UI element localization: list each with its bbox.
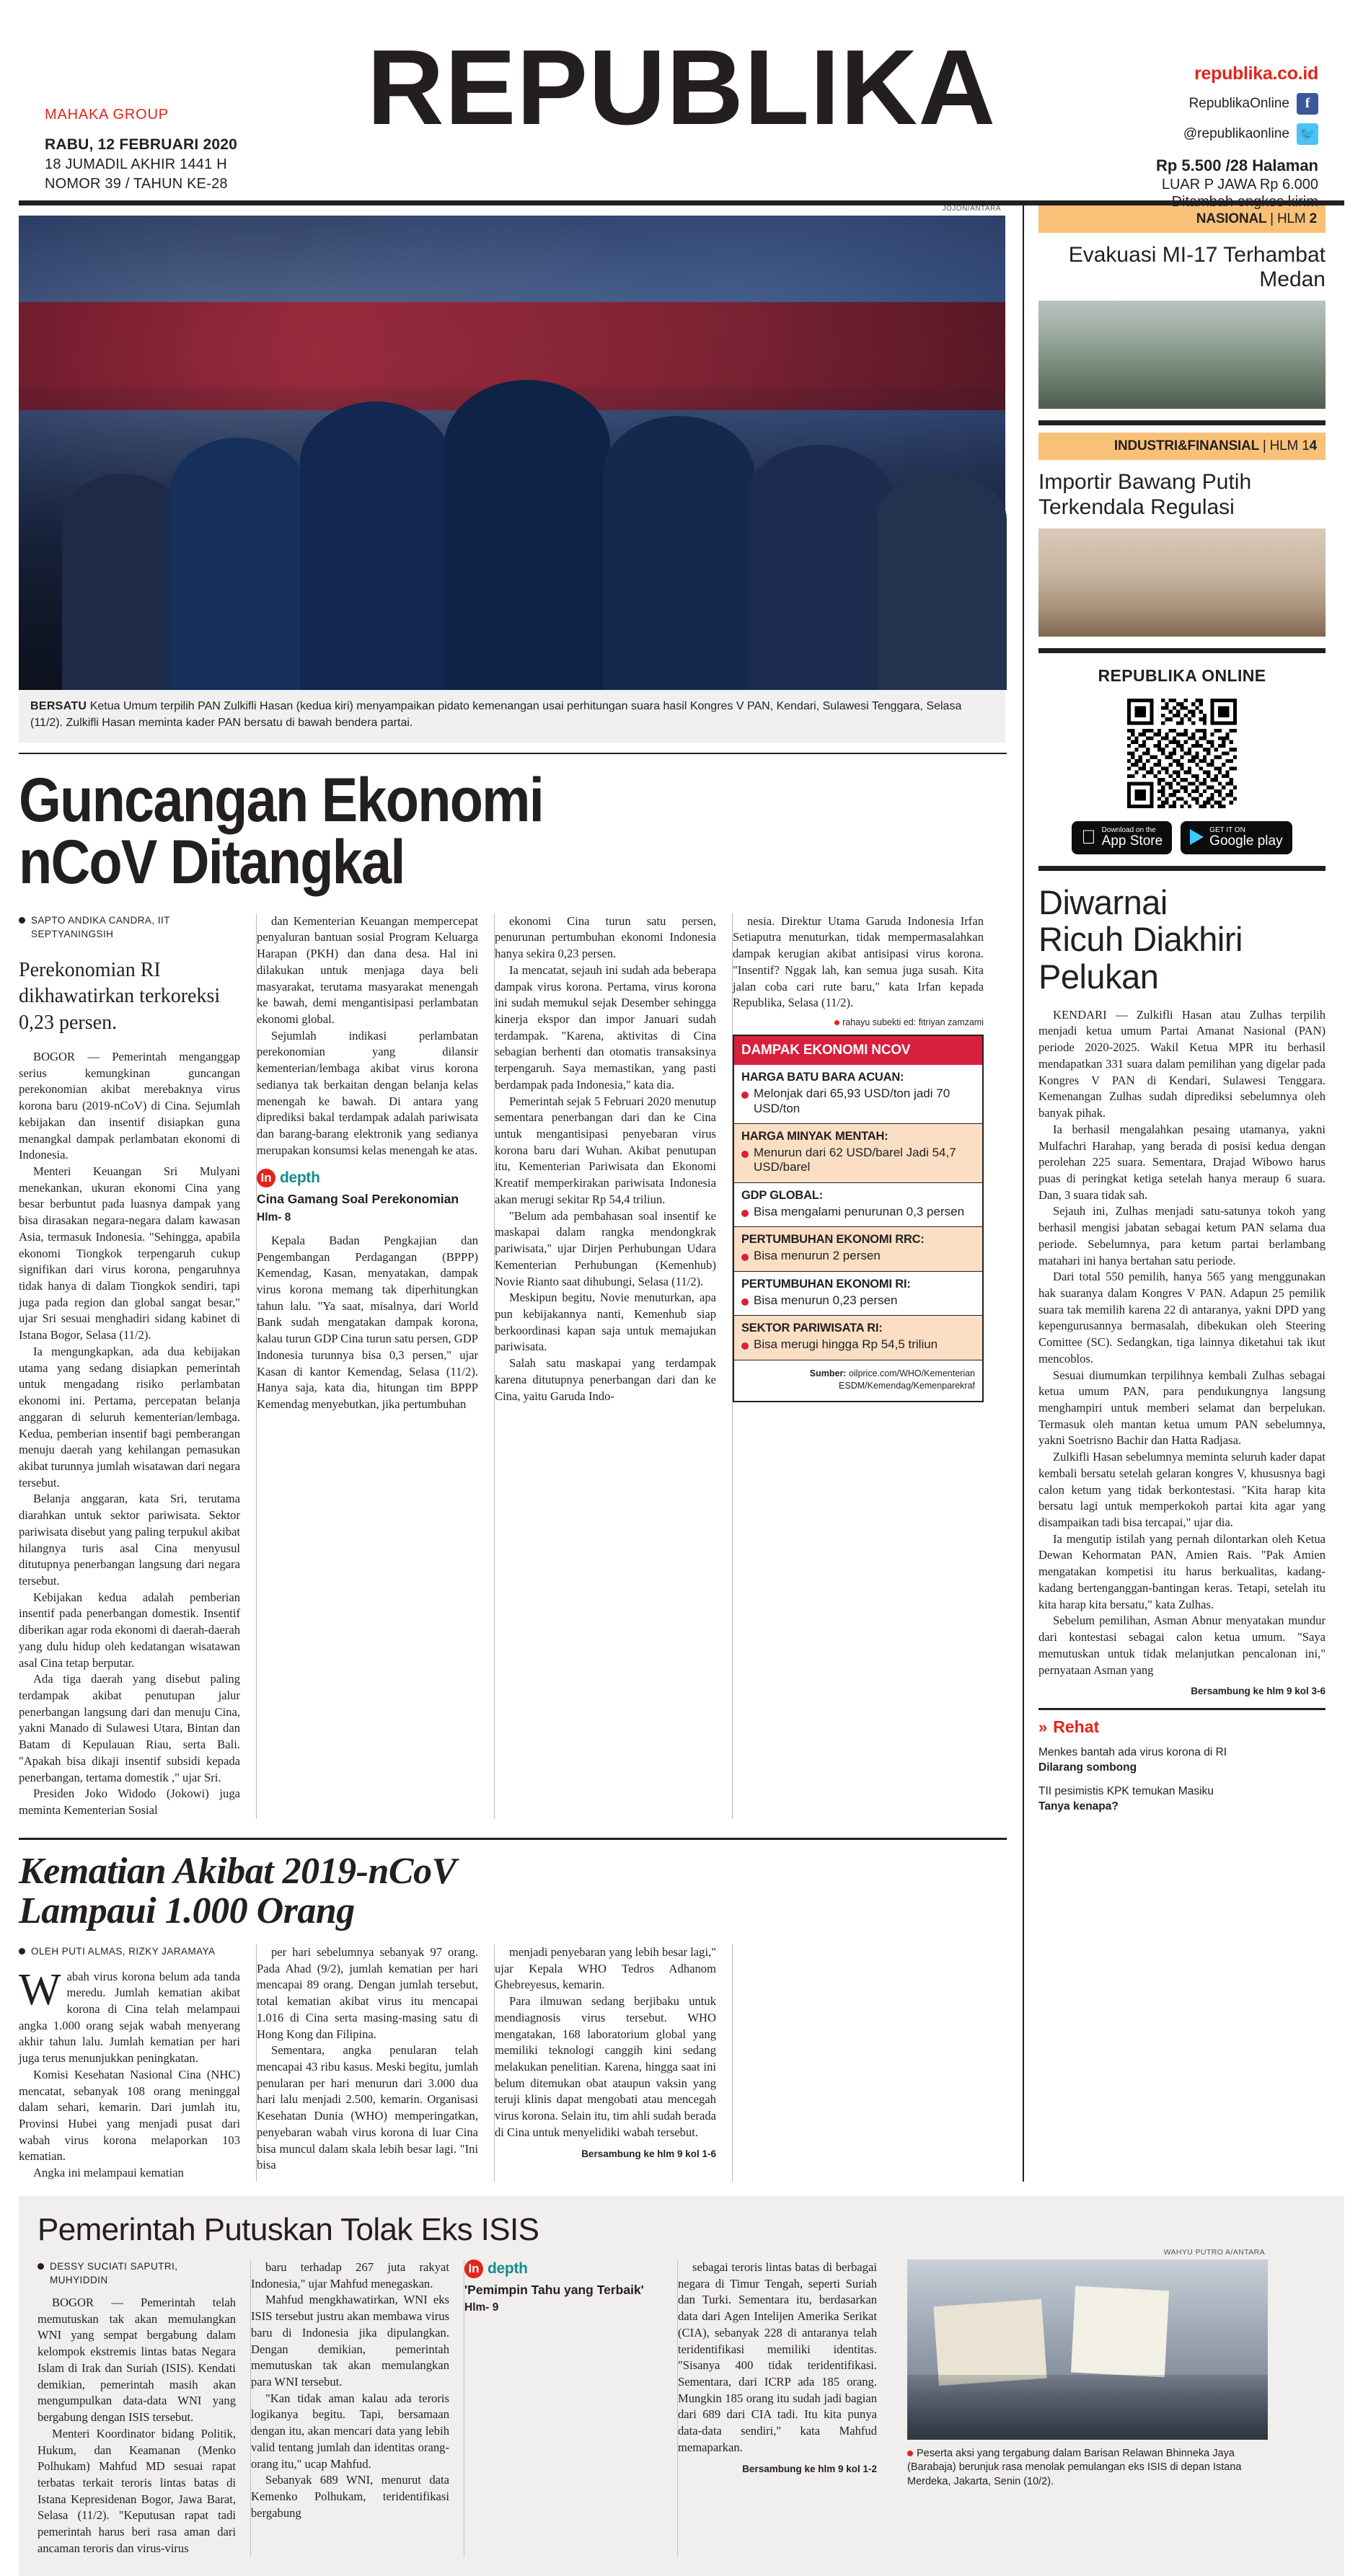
body-paragraph: BOGOR — Pemerintah telah memutuskan tak akan memulangkan WNI yang sempat bergabung dalam kelompok ekstremis lintas batas Negara Islam di Irak dan Suriah (ISIS). Kendati demikian, pemerintah masih akan mengumpulkan data-data WNI yang bergabung dengan ISIS tersebut.: [38, 2296, 236, 2425]
infobox-row-item: [741, 1205, 975, 1219]
sidebar-divider-2: [1038, 648, 1325, 653]
rehat-header: [1038, 1708, 1325, 1737]
indepth-page-ref: Hlm- 8: [257, 1210, 291, 1223]
price-label: Rp 5.500 /28 Halaman: [1155, 156, 1318, 174]
sidebar-divider-1: [1038, 420, 1325, 425]
body-paragraph: Sejumlah indikasi perlambatan perekonomian yang dilansir kementerian/lembaga akibat virus korona sedianya tak berkaitan dengan belanja kelas menengah ke bawah. Di antara yang diprediksi bakal terdampak adalah pariwisata dan barang-barang elektronik yang sedianya merupakan konsumsi kelas menengah ke atas.: [257, 1028, 478, 1157]
rehat-item-text: Menkes bantah ada virus korona di RI: [1038, 1746, 1227, 1759]
bullet-icon: [741, 1092, 749, 1099]
sidebar-section-industri[interactable]: [1038, 433, 1325, 460]
bullet-icon: [741, 1210, 749, 1217]
second-column-1: [19, 1944, 257, 2182]
second-column-2: [257, 1944, 495, 2182]
rehat-item: [1038, 1784, 1325, 1815]
infobox-row-item: [741, 1086, 975, 1116]
bullet-icon: [741, 1151, 749, 1158]
headline-line-2: nCoV Ditangkal: [19, 827, 405, 897]
indepth-title: Cina Gamang Soal Perekonomian: [257, 1192, 459, 1207]
infobox-source: [734, 1360, 982, 1401]
app-store-small-text: Download on the: [1094, 826, 1149, 834]
second-story-columns: [19, 1944, 1007, 2182]
indepth-title: 'Pemimpin Tahu yang Terbaik': [464, 2282, 644, 2297]
hijri-date: 18 JUMADIL AKHIR 1441 H: [45, 156, 227, 172]
band-column-4: [678, 2259, 891, 2557]
body-paragraph: "Kan tidak aman kalau ada teroris logikanya begitu. Tapi, bersamaan dengan itu, akan mencari data yang lebih valid tentang jumlah dan identitas orang-orang itu," ucap Mahfud.: [251, 2391, 449, 2471]
band-photo-credit: WAHYU PUTRO A/ANTARA: [1163, 2247, 1265, 2257]
body-paragraph: Sesuai diumumkan terpilihnya kembali Zulhas sebagai ketua umum PAN, para pendukungnya langsung menghampiri untuk memberi selamat dan berpelukan. Termasuk oleh mantan ketua umum PAN sebelumnya, yakni Soetrisno Bachir dan Hatta Radjasa.: [1038, 1368, 1325, 1448]
body-paragraph: Ia mengungkapkan, ada dua kebijakan utama yang sedang disiapkan pemerintah untuk mengadang risiko perlambatan ekonomi ini. Pertama, percepatan belanja anggaran di seluruh kementerian/lembaga. Kedua, pemberian insentif bagi pemberangan menuju daerah yang kehilangan pemasukan akibat turunnya jumlah wisatawan dari negara tersebut.: [19, 1344, 240, 1490]
bullet-icon: [741, 1254, 749, 1261]
chevron-right-icon: »: [1038, 1717, 1048, 1736]
infobox-row-item: [741, 1293, 975, 1308]
body-paragraph: Zulkifli Hasan sebelumnya meminta seluruh kader dapat kembali bersatu setelah gelaran kongres V, khususnya bagi calon ketum yang tidak berkontestasi. "Kita harap kita bersatu lagi untuk memperkokoh partai kita agar yang disampaikan tadi bisa tercapai," ujar dia.: [1038, 1450, 1325, 1530]
facebook-handle: RepublikaOnline: [1188, 96, 1289, 111]
lead-photo: [19, 205, 1005, 690]
indepth-badge-icon: In: [257, 1169, 275, 1187]
google-play-small-text: GET IT ON: [1202, 826, 1238, 834]
second-title-line-2: Lampaui 1.000 Orang: [19, 1890, 355, 1932]
indepth-header: [464, 2259, 663, 2278]
sidebar-title-line-2: Ricuh Diakhiri: [1038, 920, 1243, 959]
infobox-row-text: Bisa menurun 0,23 persen: [754, 1293, 898, 1307]
price-outside-java: LUAR P JAWA Rp 6.000: [1161, 177, 1318, 192]
second-title-line-1: Kematian Akibat 2019-nCoV: [19, 1850, 456, 1892]
body-paragraph: Ia berhasil mengalahkan pesaing utamanya, yakni Mulfachri Harahap, yang berada di posisi kedua dengan perolehan 225 suara. Sementara, Drajad Wibowo harus puas di peringkat ketiga setelah hanya meraup 6 suara. Dan, 3 suara tidak sah.: [1038, 1122, 1325, 1202]
infobox-row: [734, 1065, 982, 1124]
indepth-label: depth: [488, 2259, 528, 2277]
infobox-row: [734, 1272, 982, 1316]
indepth-header: [257, 1169, 478, 1187]
headline-line-1: Guncangan Ekonomi: [19, 766, 543, 836]
body-paragraph: Pemerintah sejak 5 Februari 2020 menutup sementara penerbangan dari dan ke Cina untuk mengantisipasi penyebaran virus korona baru dari Wuhan. Akibat penutupan itu, Kementerian Pariwisata dan Ekonomi Kreatif memperkirakan pariwisata Indonesia akan merugi sekitar Rp 54,4 triliun.: [495, 1094, 716, 1206]
story-deck: Perekonomian RI dikhawatirkan terkoreksi 0,23 persen.: [19, 958, 221, 1034]
body-paragraph: Kepala Badan Pengkajian dan Pengembangan Perdagangan (BPPP) Kemendag, Kasan, menyatakan, dampak virus korona memang tak diperhitungkan tahun lalu. "Ya saat, misalnya, dari World Bank sudah mengatakan dampak korona, kalau turun GDP Cina turun satu persen, GDP Indonesia turunnya bisa 0,3 persen," ujar Kasan di kantor Kemendag, Selasa (11/2). Hanya saja, kata dia, hitungan tim BPPP Kemendag menyebutkan, jika pertumbuhan: [257, 1233, 478, 1411]
twitter-handle: @republikaonline: [1183, 126, 1289, 141]
story-credit-text: rahayu subekti ed: fitriyan zamzami: [842, 1017, 984, 1027]
bullet-icon: [741, 1298, 749, 1306]
body-paragraph: menjadi penyebaran yang lebih besar lagi," ujar Kepala WHO Tedros Adhanom Ghebreyesus, kemarin.: [495, 1945, 716, 1992]
headline-rule: [19, 753, 1007, 754]
masthead-right-info: [1102, 63, 1318, 211]
story-column-4: [733, 913, 984, 1819]
infobox-source-text: oilprice.com/WHO/Kementerian ESDM/Kemendag/Kemenparekraf: [839, 1368, 975, 1391]
byline: [19, 1944, 240, 1959]
band-column-1: [38, 2259, 251, 2557]
band-column-3: [464, 2259, 678, 2557]
body-paragraph: Ia mencatat, sejauh ini sudah ada beberapa dampak virus korona. Pertama, virus korona ini sudah memukul sejak Desember sehingga kinerja ekspor dan impor Januari sudah terdampak. "Karena, aktivitas di Cina sebagian berhenti dan otomatis transaksinya terpengaruh. Saya memastikan, yang pasti berdampak pada Indonesia," kata dia.: [495, 962, 716, 1092]
byline-text: SAPTO ANDIKA CANDRA, IIT SEPTYANINGSIH: [31, 914, 170, 940]
qr-code-wrap[interactable]: [1038, 699, 1325, 808]
infobox-dampak-ekonomi: [733, 1035, 984, 1402]
photo-figure: [603, 416, 754, 690]
infobox-row-text: Bisa mengalami penurunan 0,3 persen: [754, 1204, 965, 1218]
body-paragraph: sebagai teroris lintas batas di berbagai negara di Timur Tengah, seperti Suriah dan Turki. Sementara itu, berdasarkan data dari Agen Intelijen Amerika Serikat (CIA), sebanyak 228 di antaranya telah teridentifikasi memiliki identitas. "Sisanya 400 tidak teridentifikasi. Sementara, dari ICRP ada 185 orang. Mungkin 185 orang itu sudah jadi bagian dari 689 dari CIA tadi. Itu kita punya data-data sendiri," kata Mahfud memaparkan.: [678, 2259, 877, 2454]
section-page-number: 4: [1309, 438, 1317, 454]
body-paragraph: KENDARI — Zulkifli Hasan atau Zulhas terpilih menjadi ketua umum Partai Amanat Nasional (PAN) periode 2020-2025. Wakil Ketua MPR itu berhasil mendapatkan 331 suara dalam pemilihan yang digelar pada Kongres V PAN di Kendari, Sulawesi Tenggara. Kemenangan Zulhas sudah diprediksi sebelumnya oleh banyak pihak.: [1038, 1007, 1325, 1120]
bottom-band-article: [19, 2196, 1344, 2576]
story-column-1: [19, 913, 257, 1819]
body-paragraph: nesia. Direktur Utama Garuda Indonesia Irfan Setiaputra menuturkan, tidak mempermasalahkan dampak kerugian akibat antisipasi virus korona. "Insentif? Nggak lah, kan semua juga susah. Kita jalan coba cari rute baru," kata Irfan kepada Republika, Selasa (11/2).: [733, 913, 984, 1010]
body-paragraph: Meskipun begitu, Novie menuturkan, apa pun kebijakannya nanti, Kemenhub siap berkoordinasi kapan saja untuk memajukan pariwisata.: [495, 1291, 716, 1354]
infobox-row: [734, 1183, 982, 1228]
photo-figure: [444, 380, 610, 690]
section-page-label: HLM 1: [1269, 438, 1310, 454]
google-play-button[interactable]: [1181, 821, 1292, 854]
sidebar-teaser-title-2[interactable]: Importir Bawang Putih Terkendala Regulasi: [1038, 470, 1252, 519]
photo-figure: [62, 474, 185, 690]
second-story-title: [19, 1851, 1007, 1931]
lead-photo-caption: [19, 690, 1005, 743]
photo-figure: [170, 438, 307, 690]
infobox-row-item: [741, 1249, 975, 1263]
body-paragraph: Ada tiga daerah yang disebut paling terdampak akibat penutupan jalur penerbangan langsung dari dan menuju Cina, yakni Manado di Sulawesi Utara, Bintan dan Batam di Kepulauan Riau, serta Bali. "Apakah bisa dikaji insentif subsidi kepada penerbangan, tertama domestik ," ujar Sri.: [19, 1672, 240, 1784]
band-photo-wrap: [891, 2247, 1268, 2557]
section-name: INDUSTRI&FINANSIAL: [1113, 438, 1259, 454]
band-columns: [38, 2247, 1325, 2557]
infobox-row: [734, 1124, 982, 1183]
twitter-icon[interactable]: 🐦: [1297, 123, 1318, 145]
story-column-3: [495, 913, 733, 1819]
infobox-row-text: Bisa merugi hingga Rp 54,5 triliun: [754, 1337, 938, 1352]
infobox-row-label: PERTUMBUHAN EKONOMI RRC:: [741, 1233, 925, 1247]
red-bullet-icon: [907, 2451, 913, 2456]
infobox-row: [734, 1227, 982, 1272]
body-paragraph: Dari total 550 pemilih, hanya 565 yang menggunakan hak suaranya dalam Kongres V PAN. Adapun 25 pemilik suara tak memilih karena 22 di antaranya, yakni DPD yang kepengurusannya bermasalah, dibekukan oleh Steering Comittee (SC). Sedangkan, tiga lainnya diketahui tak ikut mencoblos.: [1038, 1270, 1325, 1366]
infobox-row-label: SEKTOR PARIWISATA RI:: [741, 1322, 883, 1335]
body-paragraph: Salah satu maskapai yang terdampak karena ditutupnya penerbangan dari dan ke Cina, yaitu Garuda Indo-: [495, 1356, 716, 1403]
rehat-item-text: TII pesimistis KPK temukan Masiku: [1038, 1785, 1214, 1798]
app-badges: [1038, 821, 1325, 854]
price-shipping-note: Ditambah ongkos kirim: [1171, 194, 1318, 210]
lead-story-columns: [19, 913, 1007, 1819]
story-column-2: [257, 913, 495, 1819]
body-paragraph: Wabah virus korona belum ada tanda meredu. Jumlah kematian akibat korona di Cina telah melampaui angka 1.000 orang sejak wabah menyerang akhir tahun lalu. Jumlah kematian per hari juga terus menunjukkan peningkatan.: [19, 1965, 240, 2066]
section-separator: |: [1270, 211, 1274, 226]
issue-number: NOMOR 39 / TAHUN KE-28: [45, 176, 228, 192]
body-paragraph: dan Kementerian Keuangan mempercepat penyaluran bantuan sosial Program Keluarga Harapan (PKH) dan dana desa. Hal ini dilakukan untuk menjaga daya beli masyarakat, terutama masyarakat menengah ke bawah, demi mengantisipasi perlambatan ekonomi global.: [257, 913, 478, 1026]
body-paragraph: Sejauh ini, Zulhas menjadi satu-satunya tokoh yang berhasil mengisi jabatan sebagai ketum PAN selama dua periode. Sebelumnya, para ketum partai berlambang matahari ini hanya bertahan satu periode.: [1038, 1204, 1325, 1267]
section-separator: |: [1262, 438, 1266, 454]
bullet-icon: [19, 917, 25, 924]
website-url[interactable]: republika.co.id: [1194, 63, 1318, 84]
facebook-row[interactable]: [1102, 93, 1318, 115]
main-column: [19, 205, 1023, 2182]
body-paragraph: Sebelum pemilihan, Asman Abnur menyatakan mundur dari kontestasi sebagai calon ketua umum. "Saya memutuskan untuk tidak melanjutkan pencalonan ini," pernyataan Asman yang: [1038, 1614, 1325, 1677]
bullet-icon: [741, 1342, 749, 1350]
body-paragraph: Menteri Koordinator bidang Politik, Hukum, dan Keamanan (Menko Polhukam) Mahfud MD sesuai rapat terbatas terkait teroris lintas batas di Istana Kepresidenan Bogor, Jawa Barat, Selasa (11/2). "Keputusan rapat tadi pemerintah harus beri rasa aman dari ancaman teroris dan virus-virus: [38, 2426, 236, 2555]
body-paragraph: per hari sebelumnya sebanyak 97 orang. Pada Ahad (9/2), jumlah kematian per hari mencapai 89 orang. Dengan jumlah tersebut, total kematian akibat virus itu mencapai 1.016 di Cina serta masing-masing satu di Hong Kong dan Filipina.: [257, 1945, 478, 2041]
bullet-icon: [19, 1948, 25, 1955]
infobox-row-text: Bisa menurun 2 persen: [754, 1249, 881, 1263]
right-sidebar: [1023, 205, 1325, 2182]
body-paragraph: Sementara, angka penularan telah mencapai 43 ribu kasus. Meski begitu, jumlah penularan per hari menurun dari 3.000 dua hari lalu menjadi 2.500, kemarin. Organisasi Kesehatan Dunia (WHO) memperingatkan, penyebaran wabah virus korona di luar Cina bisa muncul dalam skala lebih besar lagi. "Ini bisa: [257, 2043, 478, 2172]
red-bullet-icon: [834, 1020, 839, 1025]
page-body: [19, 205, 1344, 2182]
byline: [38, 2259, 236, 2288]
infobox-row-text: Menurun dari 62 USD/barel Jadi 54,7 USD/barel: [754, 1146, 956, 1174]
infobox-row-item: [741, 1146, 975, 1175]
section-name: NASIONAL: [1196, 211, 1267, 226]
indepth-page-ref: Hlm- 9: [464, 2301, 499, 2314]
body-paragraph: Ia mengutip istilah yang pernah dilontarkan oleh Ketua Dewan Kehormatan PAN, Amien Rais. "Pak Amien mengatakan kompetisi itu harus berkualitas, kadang-kadang bertenganggan-bantingan keras. Tetapi, setelah itu kita harap kita bersatu," kata Zulhas.: [1038, 1531, 1325, 1611]
continuation-note: Bersambung ke hlm 9 kol 1-6: [581, 2148, 716, 2159]
body-paragraph: Belanja anggaran, kata Sri, terutama diarahkan untuk sektor pariwisata. Sektor pariwisata disebut yang paling terpukul akibat hilangnya turis asal Cina menyusul ditutupnya penerbangan langsung dari negara tersebut.: [19, 1492, 240, 1588]
body-paragraph: Komisi Kesehatan Nasional Cina (NHC) mencatat, sebanyak 108 orang meninggal dalam sehari, kemarin. Dari jumlah itu, Provinsi Hubei yang menjadi pusat dari wabah virus korona melaporkan 103 kematian.: [19, 2067, 240, 2164]
body-paragraph: Presiden Joko Widodo (Jokowi) juga meminta Kementerian Sosial: [19, 1787, 240, 1818]
newspaper-logo: REPUBLIKA: [366, 28, 997, 147]
bullet-icon: [38, 2263, 44, 2270]
sidebar-teaser-title-1[interactable]: Evakuasi MI-17 Terhambat Medan: [1068, 243, 1325, 292]
body-paragraph: BOGOR — Pemerintah menganggap serius kemungkinan guncangan perekonomian akibat merebaknya virus korona baru (2019-nCoV) di Cina. Sejumlah kebijakan dan insentif disiapkan guna menangkal dampak perlambatan ekonomi di Indonesia.: [19, 1049, 240, 1162]
infobox-row-label: PERTUMBUHAN EKONOMI RI:: [741, 1277, 911, 1291]
app-store-big-text: App Store: [1094, 833, 1156, 849]
facebook-icon[interactable]: f: [1297, 93, 1318, 115]
rehat-title: Rehat: [1053, 1717, 1100, 1737]
infobox-row-item: [741, 1337, 975, 1352]
caption-label: BERSATU: [30, 700, 87, 712]
google-play-big-text: Google play: [1202, 833, 1276, 849]
second-column-4: [733, 1944, 984, 2182]
infobox-row-label: HARGA MINYAK MENTAH:: [741, 1129, 888, 1143]
body-paragraph: Menteri Keuangan Sri Mulyani menekankan, ukuran ekonomi Cina yang besar berbuntut pada luasnya dampak yang bisa dirasakan negara-negara dalam kawasan Asia, termasuk Indonesia. "Sehingga, apabila ekonomi Tiongkok terpengaruh cukup signifikan dari virus korona, pengaruhnya tidak hanya di dalam Tiongkok sendiri, tapi juga pada region dan global sangat besar," ujar Sri sesuai menghadiri sidang kabinet di Istana Bogor, Selasa (11/2).: [19, 1164, 240, 1342]
band-photo-caption: [907, 2447, 1268, 2489]
indepth-teaser[interactable]: [257, 1169, 478, 1223]
indepth-teaser[interactable]: [464, 2259, 663, 2314]
photo-figure: [300, 402, 451, 690]
story-credit: [733, 1017, 984, 1027]
band-column-2: [251, 2259, 464, 2557]
body-paragraph: Kebijakan kedua adalah pemberian insentif pada penerbangan domestik. Insentif diberikan agar roda ekonomi di daerah-daerah yang dulu hidup oleh kedatangan wisatawan asal Cina tetap berputar.: [19, 1590, 240, 1670]
qr-code-icon[interactable]: [1127, 699, 1237, 808]
infobox-title: DAMPAK EKONOMI NCOV: [734, 1036, 982, 1065]
publisher-group: MAHAKA GROUP: [45, 107, 169, 123]
sidebar-divider-3: [1038, 866, 1325, 871]
indepth-badge-icon: In: [464, 2259, 483, 2278]
sidebar-title-line-1: Diwarnai: [1038, 882, 1168, 921]
republika-online-title: REPUBLIKA ONLINE: [1098, 665, 1266, 685]
sidebar-photo-1: [1038, 301, 1325, 409]
rehat-item: [1038, 1745, 1325, 1776]
second-story-rule: [19, 1838, 1007, 1840]
body-paragraph: baru terhadap 267 juta rakyat Indonesia," ujar Mahfud menegaskan.: [251, 2259, 449, 2290]
publication-date: RABU, 12 FEBRUARI 2020: [45, 136, 237, 153]
rehat-item-punchline: Dilarang sombong: [1038, 1761, 1137, 1774]
indepth-label: depth: [280, 1169, 320, 1187]
rehat-item-punchline: Tanya kenapa?: [1038, 1800, 1119, 1813]
second-column-3: [495, 1944, 733, 2182]
byline-text: OLEH PUTI ALMAS, RIZKY JARAMAYA: [31, 1946, 216, 1957]
band-title: Pemerintah Putuskan Tolak Eks ISIS: [38, 2211, 539, 2247]
apple-icon: [1081, 828, 1095, 847]
continuation-note: Bersambung ke hlm 9 kol 1-2: [742, 2463, 877, 2474]
byline-text: DESSY SUCIATI SAPUTRI, MUHYIDDIN: [50, 2260, 178, 2286]
infobox-row: [734, 1316, 982, 1360]
twitter-row[interactable]: [1102, 123, 1318, 145]
body-paragraph: Para ilmuwan sedang berjibaku untuk mendiagnosis virus tersebut. WHO mengatakan, 168 laboratorium global yang memiliki teknologi canggih kini sedang melakukan penelitian. Karena, hingga saat ini belum ditemukan obat ataupun vaksin yang teruji klinis dapat mengobati atau mencegah virus korona. Selain itu, tim ahli sudah berada di Cina untuk menyelidiki wabah tersebut.: [495, 1994, 716, 2139]
page-title: [19, 766, 888, 897]
app-store-button[interactable]: [1072, 821, 1172, 854]
section-page-label: HLM: [1277, 211, 1310, 226]
band-caption-text: Peserta aksi yang tergabung dalam Barisan Relawan Bhinneka Jaya (Barabaja) berunjuk rasa menolak pemulangan eks ISIS di depan Istana Merdeka, Jakarta, Senin (10/2).: [907, 2447, 1242, 2488]
body-paragraph: "Belum ada pembahasan soal insentif ke maskapai dalam rangka mendongkrak pariwisata," ujar Dirjen Perhubungan Udara Kementerian Perhubungan (Kemenhub) Novie Rianto saat dihubungi, Selasa (11/2).: [495, 1208, 716, 1288]
infobox-row-text: Melonjak dari 65,93 USD/ton jadi 70 USD/ton: [754, 1086, 950, 1115]
sidebar-title-line-3: Pelukan: [1038, 957, 1159, 996]
sidebar-article-title: [1038, 884, 1325, 996]
caption-text: Ketua Umum terpilih PAN Zulkifli Hasan (kedua kiri) menyampaikan pidato kemenangan usai perhitungan suara hasil Kongres V PAN, Kendari, Sulawesi Tenggara, Selasa (11/2). Zulkifli Hasan meminta kader PAN bersatu di bawah bendera partai.: [30, 700, 962, 729]
infobox-source-label: Sumber:: [809, 1368, 847, 1378]
body-paragraph: Sebanyak 689 WNI, menurut data Kemenko Polhukam, teridentifikasi bergabung: [251, 2473, 449, 2520]
sidebar-photo-2: [1038, 528, 1325, 637]
lead-photo-credit: JOJON/ANTARA: [942, 205, 1001, 213]
google-play-icon: [1190, 829, 1204, 845]
body-paragraph: Mahfud mengkhawatirkan, WNI eks ISIS tersebut justru akan membawa virus baru di Indonesia jika dipulangkan. Dengan demikian, pemerintah memutuskan tak akan memulangkan para WNI tersebut.: [251, 2293, 449, 2389]
section-page-number: 2: [1309, 211, 1317, 226]
band-photo: [907, 2247, 1268, 2440]
body-paragraph: Angka ini melampaui kematian: [33, 2166, 184, 2180]
body-paragraph: ekonomi Cina turun satu persen, penurunan pertumbuhan ekonomi Indonesia hanya sekira 0,23 persen.: [495, 913, 716, 961]
photo-figure: [747, 445, 891, 690]
infobox-row-label: HARGA BATU BARA ACUAN:: [741, 1071, 904, 1084]
infobox-row-label: GDP GLOBAL:: [741, 1188, 823, 1202]
byline: [19, 913, 240, 942]
continuation-note: Bersambung ke hlm 9 kol 3-6: [1191, 1686, 1325, 1697]
photo-figure: [877, 474, 1007, 690]
